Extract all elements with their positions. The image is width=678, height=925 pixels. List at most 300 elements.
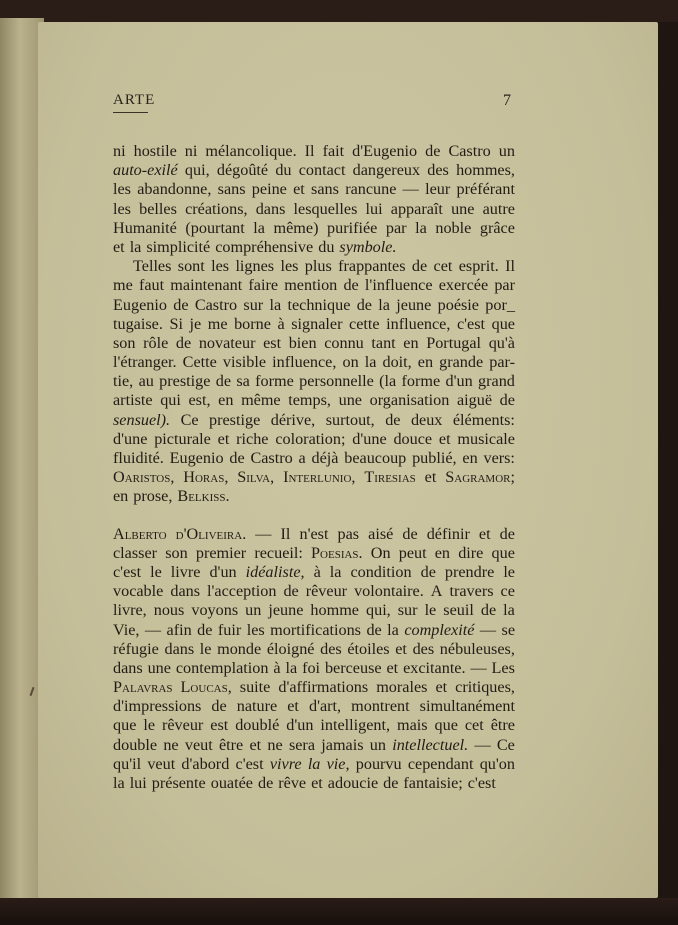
word: Eugenio xyxy=(113,295,167,314)
word: et xyxy=(293,180,305,199)
text-line xyxy=(113,621,515,640)
word: — xyxy=(470,658,487,677)
word: Cette xyxy=(182,353,217,372)
word: en xyxy=(113,487,129,506)
text-line xyxy=(113,774,515,793)
word: (la xyxy=(379,372,397,391)
word: est xyxy=(263,333,282,352)
word: être xyxy=(490,716,515,735)
word: du xyxy=(318,237,335,256)
word: Palavras xyxy=(113,678,173,697)
word: de xyxy=(402,524,418,543)
word: un xyxy=(498,142,515,160)
word: temps, xyxy=(288,391,331,410)
word: jamais xyxy=(321,735,364,754)
word: qu'on xyxy=(479,754,515,773)
word: de xyxy=(499,524,515,543)
word: personnelle xyxy=(299,372,374,391)
word: le xyxy=(503,562,515,581)
word: éloigné xyxy=(266,639,315,658)
word: afin xyxy=(166,620,192,639)
word: n'est xyxy=(299,524,329,543)
word: l'étranger. xyxy=(113,353,177,372)
word: Castro xyxy=(194,295,238,314)
word: Il xyxy=(280,524,291,543)
word: Poesias. xyxy=(311,543,363,562)
word: et xyxy=(424,468,437,487)
word: le xyxy=(199,639,212,658)
scan-bottom-edge xyxy=(0,898,678,925)
word: et xyxy=(478,524,491,543)
word: même) xyxy=(273,218,319,237)
word: Alberto xyxy=(113,524,167,543)
word: à xyxy=(273,658,281,677)
word: berceuse xyxy=(324,658,382,677)
word: de xyxy=(356,295,372,314)
word: vers: xyxy=(483,449,515,467)
word: déjà xyxy=(311,449,339,467)
word: en xyxy=(403,333,419,352)
word: la xyxy=(307,754,321,773)
word: mortifications xyxy=(270,620,361,639)
word: forme xyxy=(401,372,441,391)
word: un xyxy=(369,735,386,754)
word: contact xyxy=(298,161,346,180)
word: un xyxy=(245,601,262,620)
word: double xyxy=(113,735,158,754)
running-head-rule xyxy=(113,112,148,113)
word: livre xyxy=(170,562,201,581)
word: qu'il xyxy=(113,754,142,773)
word: de xyxy=(211,697,227,716)
word: Castro xyxy=(448,142,491,160)
word: cet xyxy=(433,257,453,276)
word: la xyxy=(113,774,125,792)
word: définir xyxy=(426,524,470,543)
word: complexité xyxy=(404,620,475,639)
word: une xyxy=(338,391,362,410)
word: doublé xyxy=(235,716,280,735)
word: Silva, xyxy=(237,468,275,487)
text-line xyxy=(113,372,515,391)
word: foi xyxy=(302,658,321,677)
word: A xyxy=(430,582,443,601)
word: les xyxy=(211,257,230,276)
text-line xyxy=(113,563,515,582)
scan-right-edge xyxy=(658,22,678,898)
text-line xyxy=(113,716,515,735)
word: d'une xyxy=(352,429,387,448)
word: de xyxy=(366,620,382,639)
word: condition xyxy=(350,562,412,581)
word: — xyxy=(479,620,497,639)
word: c'est xyxy=(456,314,486,333)
word: Ce xyxy=(496,735,515,754)
text-line xyxy=(113,678,515,697)
word: simultanément xyxy=(419,697,515,716)
word: de xyxy=(175,333,192,352)
word: sa xyxy=(236,372,250,391)
word: de xyxy=(173,295,189,314)
word: que xyxy=(113,716,137,735)
word: et xyxy=(435,678,448,697)
word: hommes, xyxy=(456,161,515,180)
word: qui xyxy=(160,391,181,410)
word: montrent xyxy=(351,697,410,716)
word: (pourtant xyxy=(185,218,245,237)
word: por_ xyxy=(485,295,515,314)
word: les xyxy=(113,180,131,199)
word: ne xyxy=(163,735,179,754)
word: abandonne, xyxy=(137,180,212,199)
word: signaler xyxy=(291,314,343,333)
text-line xyxy=(113,219,515,238)
word: dans xyxy=(170,582,201,601)
word: mais xyxy=(397,716,428,735)
word: plus xyxy=(304,257,332,276)
word: la xyxy=(387,620,399,639)
word: nature xyxy=(236,697,278,716)
word: a xyxy=(298,449,306,467)
word: esprit. xyxy=(458,257,499,276)
word: rancune xyxy=(345,180,397,199)
word: d'art, xyxy=(308,697,342,716)
word: — xyxy=(402,180,419,199)
word: de xyxy=(411,257,428,276)
word: beaucoup xyxy=(344,449,407,467)
word: de xyxy=(385,410,401,429)
word: de xyxy=(283,582,299,601)
text-line xyxy=(113,430,515,449)
word: prendre xyxy=(444,562,495,581)
word: fantaisie; xyxy=(403,774,463,792)
word: d'impressions xyxy=(113,697,202,716)
word: auto-exilé xyxy=(113,161,178,180)
word: en xyxy=(218,391,234,410)
text-line xyxy=(113,736,515,755)
word: de xyxy=(383,774,399,792)
word: vivre xyxy=(269,754,302,773)
word: une xyxy=(451,199,475,218)
word: voyons xyxy=(191,601,239,620)
word: d'affirmations xyxy=(278,678,369,697)
word: et xyxy=(217,429,230,448)
word: Humanité xyxy=(113,218,177,237)
word: aiguë xyxy=(456,391,493,410)
word: Portugal xyxy=(426,333,482,352)
word: à xyxy=(313,562,321,581)
word: prose, xyxy=(133,487,173,506)
word: créations, xyxy=(185,199,248,218)
word: par- xyxy=(489,353,515,372)
word: rêveur xyxy=(305,582,348,601)
word: peine xyxy=(251,180,287,199)
word: sensuel). xyxy=(113,410,171,429)
word: est xyxy=(210,716,229,735)
word: les xyxy=(113,199,131,218)
word: et xyxy=(386,658,399,677)
word: c'est xyxy=(467,774,496,792)
word: simplicité xyxy=(146,237,211,256)
word: la xyxy=(415,218,427,237)
text-line xyxy=(113,601,515,620)
word: ouatée xyxy=(210,774,253,792)
text-line xyxy=(113,391,515,410)
word: ni xyxy=(113,142,126,160)
word: pas xyxy=(337,524,360,543)
page-number: 7 xyxy=(503,92,511,109)
word: rôle xyxy=(143,333,169,352)
word: surtout, xyxy=(325,410,375,429)
word: de xyxy=(257,774,274,792)
word: homme xyxy=(310,601,359,620)
word: d'une xyxy=(113,429,148,448)
word: travers xyxy=(449,582,494,601)
word: forme xyxy=(255,372,294,391)
word: cet xyxy=(464,716,484,735)
word: que xyxy=(491,314,515,333)
word: sera xyxy=(288,735,316,754)
word: artiste xyxy=(113,391,153,410)
word: et xyxy=(311,774,323,792)
word: — xyxy=(144,620,162,639)
body-text xyxy=(113,142,515,793)
word: Il xyxy=(304,142,315,160)
word: prestige xyxy=(159,372,211,391)
word: dangereux xyxy=(352,161,421,180)
text-line xyxy=(113,411,515,430)
word: — xyxy=(474,735,491,754)
word: réfugie xyxy=(113,639,159,658)
text-line xyxy=(113,238,515,257)
word: suite xyxy=(239,678,271,697)
word: du xyxy=(275,161,292,180)
word: intelligent, xyxy=(320,716,391,735)
word: coloration; xyxy=(275,429,346,448)
word: fait xyxy=(322,142,345,160)
word: de xyxy=(480,601,497,620)
word: Vie, xyxy=(113,620,140,639)
word: apparaît xyxy=(390,199,443,218)
word: que xyxy=(491,543,515,562)
text-line xyxy=(113,697,515,716)
word: leur xyxy=(425,180,451,199)
text-line xyxy=(113,544,515,563)
text-line xyxy=(113,142,515,161)
word: en xyxy=(417,353,434,372)
word: premier xyxy=(195,543,247,562)
word: grande xyxy=(439,353,484,372)
word: ni xyxy=(184,142,198,160)
text-line xyxy=(113,487,515,506)
word: borne xyxy=(234,314,271,333)
word: nous xyxy=(153,601,185,620)
word: tie, xyxy=(113,372,134,391)
scan-top-edge xyxy=(0,0,678,22)
word: la xyxy=(329,562,342,581)
word: Ce xyxy=(180,410,199,429)
word: aisé xyxy=(368,524,394,543)
word: autre xyxy=(482,199,515,218)
word: seuil xyxy=(443,601,474,620)
word: sans xyxy=(311,180,339,199)
word: publié, xyxy=(412,449,457,467)
word: fluidité. xyxy=(113,449,164,467)
word: à xyxy=(277,314,285,333)
word: une xyxy=(147,658,171,677)
word: vocable xyxy=(113,582,164,601)
word: grâce xyxy=(479,218,515,237)
word: la xyxy=(269,295,282,314)
word: de xyxy=(425,142,441,160)
word: c'est xyxy=(113,562,142,581)
text-line xyxy=(113,659,515,678)
word: me xyxy=(113,276,133,295)
word: veut xyxy=(184,735,213,754)
word: d'un xyxy=(286,716,314,735)
word: tant xyxy=(371,333,396,352)
word: me xyxy=(207,314,228,333)
text-line xyxy=(113,582,515,601)
word: Eugenio xyxy=(169,449,224,467)
word: maintenant xyxy=(170,276,243,295)
word: le xyxy=(424,601,437,620)
word: purifiée xyxy=(327,218,378,237)
word: connu xyxy=(324,333,364,352)
word: Il xyxy=(505,257,515,276)
text-line xyxy=(113,755,515,774)
word: l'influence xyxy=(364,276,433,295)
word: veut xyxy=(147,754,176,773)
word: Les xyxy=(491,658,515,677)
word: Oaristos, xyxy=(113,468,175,487)
word: picturale xyxy=(154,429,211,448)
word: influence, xyxy=(272,353,337,372)
word: de xyxy=(229,449,245,467)
word: le xyxy=(150,562,162,581)
word: des xyxy=(427,161,449,180)
word: les xyxy=(280,257,299,276)
word: novateur xyxy=(198,333,256,352)
word: dans xyxy=(164,639,195,658)
word: volontaire. xyxy=(354,582,424,601)
word: de xyxy=(420,562,436,581)
word: préférant xyxy=(456,180,515,199)
word: d'Oliveira. xyxy=(175,524,247,543)
word: adoucie xyxy=(327,774,379,792)
word: Sagramor; xyxy=(445,468,515,487)
word: la xyxy=(364,353,377,372)
word: visible xyxy=(222,353,267,372)
word: influence, xyxy=(386,314,451,333)
word: son xyxy=(165,543,188,562)
text-line xyxy=(113,257,515,276)
word: de xyxy=(499,391,515,410)
word: que xyxy=(434,716,458,735)
word: qu'à xyxy=(488,333,515,352)
word: Interlunio, xyxy=(283,468,356,487)
word: tugaise. xyxy=(113,314,163,333)
word: livre, xyxy=(113,601,147,620)
word: riche xyxy=(236,429,269,448)
word: lesquelles xyxy=(293,199,358,218)
word: mélancolique. xyxy=(205,142,297,160)
text-line xyxy=(113,525,515,544)
word: peut xyxy=(398,543,427,562)
word: être xyxy=(218,735,244,754)
word: critiques, xyxy=(455,678,515,697)
word: c'est xyxy=(235,754,264,773)
word: lignes xyxy=(235,257,275,276)
text-line xyxy=(113,334,515,353)
word: la xyxy=(253,218,265,237)
word: par xyxy=(494,276,515,295)
word: rêve xyxy=(278,774,307,792)
text-line xyxy=(113,180,515,199)
word: d'un xyxy=(209,562,237,581)
word: sans xyxy=(217,180,246,199)
word: les xyxy=(246,620,265,639)
word: d'un xyxy=(445,372,473,391)
running-head: ARTE xyxy=(113,92,156,108)
text-line xyxy=(113,296,515,315)
word: belles xyxy=(139,199,177,218)
word: lui xyxy=(129,774,147,792)
word: et xyxy=(287,697,299,716)
word: dire xyxy=(458,543,484,562)
word: ce xyxy=(500,582,515,601)
word: rêveur xyxy=(161,716,204,735)
word: cependant xyxy=(407,754,474,773)
word: de xyxy=(215,372,232,391)
word: étoiles xyxy=(347,639,390,658)
word: noble xyxy=(435,218,472,237)
word: sont xyxy=(177,257,205,276)
text-line xyxy=(113,640,515,659)
word: fuir xyxy=(217,620,242,639)
word: prestige xyxy=(209,410,261,429)
word: hostile xyxy=(133,142,177,160)
word: pourvu xyxy=(355,754,402,773)
word: exercée xyxy=(438,276,489,295)
word: et xyxy=(113,237,125,256)
word: d'abord xyxy=(181,754,230,773)
text-line xyxy=(113,449,515,468)
word: dans xyxy=(255,199,286,218)
word: symbole. xyxy=(339,237,397,256)
word: bien xyxy=(288,333,317,352)
word: excitante. xyxy=(403,658,466,677)
word: Horas, xyxy=(183,468,229,487)
word: éléments: xyxy=(452,410,515,429)
word: compréhensive xyxy=(215,237,314,256)
word: dans xyxy=(113,658,143,677)
word: même xyxy=(241,391,281,410)
word: nébuleuses, xyxy=(439,639,515,658)
word: de xyxy=(343,276,359,295)
word: ne xyxy=(267,735,283,754)
text-line xyxy=(113,161,515,180)
word: — xyxy=(255,524,272,543)
word: Castro xyxy=(250,449,293,467)
word: technique xyxy=(287,295,351,314)
word: est, xyxy=(188,391,211,410)
word: deux xyxy=(410,410,443,429)
word: musicale xyxy=(457,429,515,448)
word: dérive, xyxy=(270,410,316,429)
word: sur xyxy=(397,601,418,620)
word: grand xyxy=(478,372,515,391)
